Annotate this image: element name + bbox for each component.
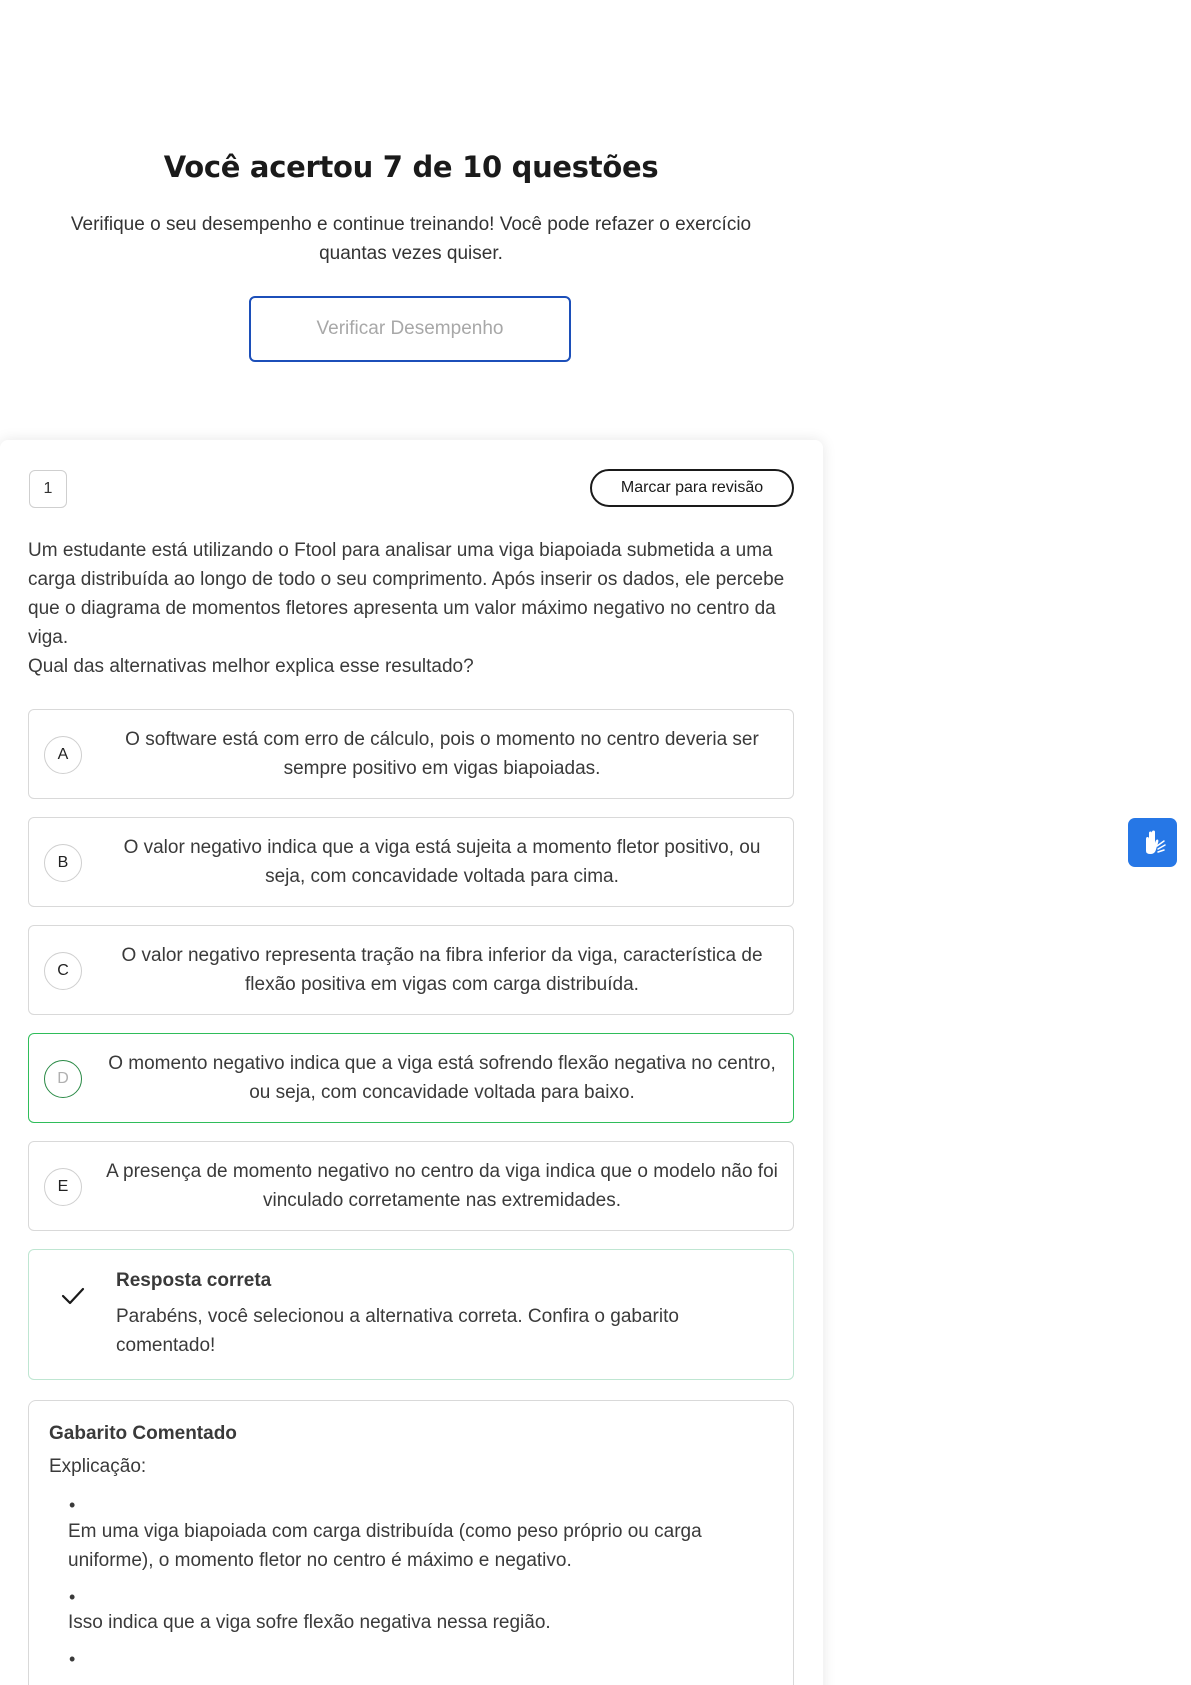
alternative-d-selected-correct[interactable] (28, 1033, 794, 1123)
sign-language-hands-icon (1137, 827, 1169, 859)
question-text (28, 536, 798, 681)
alternative-text: O momento negativo indica que a viga está sofrendo flexão negativa no centro, ou seja, com concavidade voltada para baixo. (108, 1053, 776, 1103)
explanation-item: Isso indica que a viga sofre flexão negativa nessa região. (68, 1612, 551, 1633)
alternative-letter: B (44, 844, 82, 882)
alternative-e[interactable] (28, 1141, 794, 1231)
result-title: Você acertou 7 de 10 questões (163, 150, 659, 184)
alternative-letter: A (44, 736, 82, 774)
alternative-text: O valor negativo representa tração na fibra inferior da viga, característica de flexão positiva em vigas com carga distribuída. (121, 945, 763, 995)
alternative-b[interactable] (28, 817, 794, 907)
commented-answer-title: Gabarito Comentado (49, 1423, 237, 1444)
list-bullet: • (69, 1649, 76, 1669)
mark-for-review-button[interactable]: Marcar para revisão (590, 469, 794, 507)
feedback-text: Parabéns, você selecionou a alternativa correta. Confira o gabarito comentado! (116, 1306, 679, 1356)
check-icon (59, 1282, 87, 1310)
explanation-label: Explicação: (49, 1456, 147, 1477)
alternative-text: A presença de momento negativo no centro da viga indica que o modelo não foi vinculado corretamente nas extremidades. (106, 1161, 778, 1211)
accessibility-sign-language-button[interactable] (1128, 818, 1177, 867)
question-number-badge: 1 (29, 470, 67, 508)
commented-answer-section (28, 1400, 794, 1685)
correct-answer-feedback (28, 1249, 794, 1380)
alternative-text: O valor negativo indica que a viga está sujeita a momento fletor positivo, ou seja, com concavidade voltada para cima. (123, 837, 761, 887)
alternative-letter: C (44, 952, 82, 990)
result-subtitle: Verifique o seu desempenho e continue treinando! Você pode refazer o exercício quantas vezes quiser. (70, 214, 752, 264)
explanation-item: Em uma viga biapoiada com carga distribuída (como peso próprio ou carga uniforme), o momento fletor no centro é máximo e negativo. (68, 1521, 702, 1571)
alternative-a[interactable] (28, 709, 794, 799)
verify-performance-button[interactable]: Verificar Desempenho (249, 296, 571, 362)
question-statement: Um estudante está utilizando o Ftool para analisar uma viga biapoiada submetida a uma carga distribuída ao longo de todo o seu comprimento. Após inserir os dados, ele percebe que o diagrama de momentos fletores apresenta um valor máximo negativo no centro da viga. (28, 540, 785, 648)
alternative-letter: E (44, 1168, 82, 1206)
feedback-title: Resposta correta (116, 1270, 272, 1291)
alternative-letter: D (44, 1060, 82, 1098)
list-bullet: • (69, 1587, 76, 1607)
list-bullet: • (69, 1495, 76, 1515)
alternative-c[interactable] (28, 925, 794, 1015)
alternative-text: O software está com erro de cálculo, pois o momento no centro deveria ser sempre positivo em vigas biapoiadas. (125, 729, 759, 779)
question-prompt: Qual das alternativas melhor explica esse resultado? (28, 656, 474, 677)
